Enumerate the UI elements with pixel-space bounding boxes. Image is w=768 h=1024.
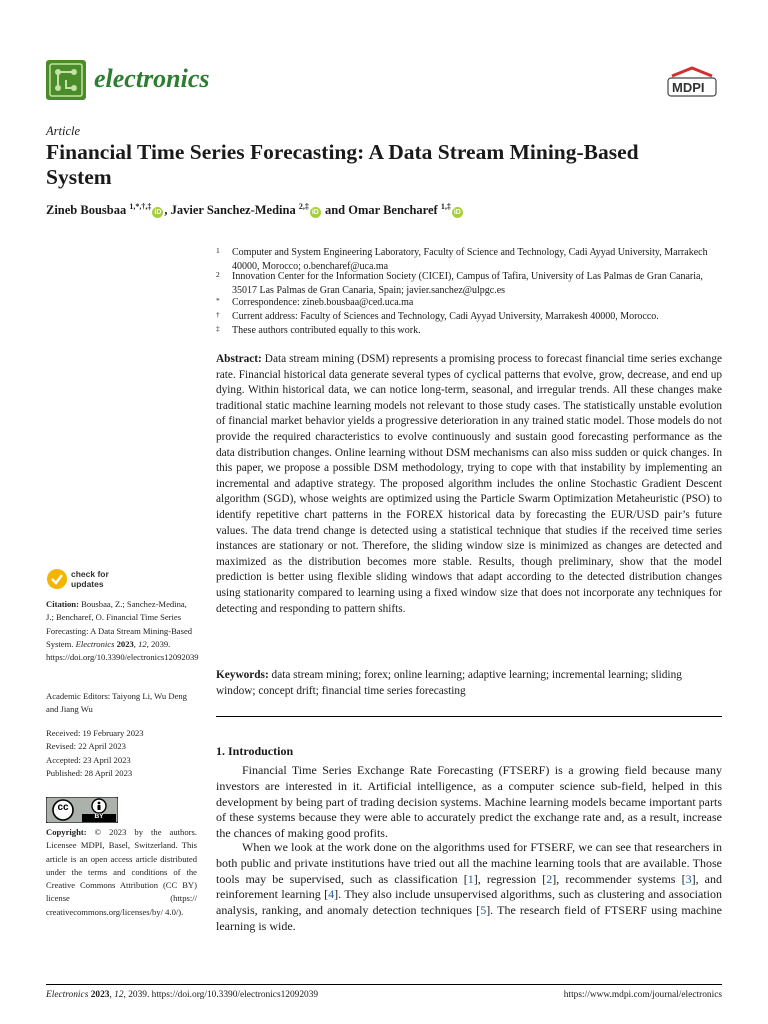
paragraph-text: When we look at the work done on the algorithms used for FTSERF, we can see that researchers in both public and private institutions have tried out all the machine learning tools that are available. Those tools may be supervised, such as classification [ [216, 840, 722, 886]
paragraph-text: ], and reinforement learning [ [216, 871, 723, 902]
journal-name: electronics [94, 64, 210, 93]
footer-divider [46, 984, 722, 985]
keywords-text: data stream mining; forex; online learning; adaptive learning; incremental learning; sliding window; concept drift; financial time series forecasting [216, 669, 682, 697]
footer-doi-link[interactable]: , 2039. https://doi.org/10.3390/electronics12092039 [123, 990, 319, 1000]
intro-paragraph: Financial Time Series Exchange Rate Forecasting (FTSERF) is a growing field because many investors are interested in it. Artificial intelligence, as a computer science sub-field, helped in this development by being part of trading decision systems. Machine learning models became important parts of these systems because they were able to accurately predict the exchange rate and, as a result, increase the chances of making good profits. [216, 763, 722, 841]
citation-link[interactable]: 5 [480, 903, 487, 918]
mdpi-logo-text: MDPI [672, 80, 705, 95]
section-divider [216, 716, 722, 717]
affiliation-mark: 1 [216, 246, 220, 255]
publication-dates [46, 727, 196, 780]
author-list [46, 202, 464, 218]
date-revised: Revised: 22 April 2023 [46, 741, 126, 752]
date-published: Published: 28 April 2023 [46, 767, 133, 778]
date-received: Received: 19 February 2023 [46, 728, 144, 738]
cc-text: cc [57, 802, 69, 813]
citation-journal: Electronics [75, 638, 115, 649]
abstract-label: Abstract: [216, 353, 262, 365]
citation-link[interactable]: 3 [685, 871, 692, 886]
footer-journal: Electronics [46, 990, 89, 1000]
journal-logo-icon [46, 60, 86, 100]
paragraph-text: ], regression [ [473, 871, 547, 886]
footer-year: 2023 [90, 990, 110, 1000]
check-updates-label: check for [71, 569, 109, 579]
paper-title: Financial Time Series Forecasting: A Data Stream Mining-Based System [46, 140, 639, 189]
citation-link[interactable]: 2 [546, 871, 553, 886]
affiliation-text: Computer and System Engineering Laboratory, Faculty of Science and Technology, Cadi Ayyad University, Marrakech 40000, Morocco; o.bencharef@uca.ma [232, 247, 708, 272]
citation-link[interactable]: 4 [328, 887, 335, 902]
affiliation-mark: 2 [216, 270, 220, 279]
author-affiliation-marks: 2,‡ [298, 202, 309, 211]
affiliation-text: Current address: Faculty of Sciences and Technology, Cadi Ayyad University, Marrakesh 40000, Morocco. [232, 311, 659, 322]
author-name: Omar Bencharef [348, 203, 438, 218]
citation-year: 2023 [116, 638, 134, 649]
keywords [216, 668, 722, 699]
citation-link[interactable]: 1 [467, 871, 474, 886]
footer-citation: Electronics 2023, 12, 2039. https://doi.org/10.3390/electronics12092039 [46, 990, 319, 1000]
copyright-block [46, 826, 197, 919]
author-affiliation-marks: 1,‡ [440, 202, 451, 211]
mdpi-logo [664, 66, 720, 100]
date-accepted: Accepted: 23 April 2023 [46, 754, 131, 765]
affiliation-mark: * [216, 296, 220, 305]
citation-block: Citation: Bousbaa, Z.; Sanchez-Medina, J.; Bencharef, O. Financial Time Series Forecasting: A Data Stream Mining-Based System. Electronics 2023, 12, 2039. https://doi.org/10.3390/electronics12092039 [46, 599, 199, 663]
footer-volume: 12 [114, 990, 124, 1000]
cc-by-license-badge[interactable] [46, 797, 118, 823]
author-separator: , [164, 203, 171, 218]
abstract-text: Data stream mining (DSM) represents a promising process to forecast financial time series exchange rate. Financial historical data generate several types of cyclical patterns that evolve, grow, decrease, and end up dying. Within historical data, we can notice long-term, seasonal, and irregular trends. All these changes make traditional static machine learning models not relevant to those study cases. The statistically unstable evolution of financial market behavior yields a progressive deterioration in any trained static model. Those models do not provide the required characteristics to evolve continuously and sustain good forecasting performance as the data distribution changes. Online learning without DSM mechanisms can also miss sudden or quick changes. In this paper, we propose a possible DSM methodology, trying to cope with that instability by implementing an incremental and adaptive strategy. The proposed algorithm includes the online Stochastic Gradient Descent algorithm (SGD), whose weights are optimized using the Particle Swarm Optimization Metaheuristic (PSO) to identify repetitive chart patterns in the FOREX historical data by forecasting the EUR/USD pair’s future values. The data trend change is detected using a statistical technique that studies if the received time series instances are stationary or not. Therefore, the sliding window size is minimized as changes are detected and maximized as the distribution becomes more stable. Results, though preliminary, show that the model prediction is better using flexible sliding windows that adapt according to the detected distribution changes using stationarity compared to learning using a fixed window size that does not incorporate any techniques for detecting and responding to pattern shifts. [216, 353, 722, 615]
author-affiliation-marks: 1,*,†,‡ [129, 202, 152, 211]
affiliation-text: Innovation Center for the Information Society (CICEI), Campus of Tafira, University of Las Palmas de Gran Canaria, 35017 Las Palmas de Gran Canaria, Spain; javier.sanchez@ulpgc.es [232, 271, 703, 296]
orcid-icon[interactable]: iD [154, 209, 162, 217]
author-separator: and [321, 203, 349, 218]
footer-journal-url[interactable]: https://www.mdpi.com/journal/electronics [563, 990, 722, 1000]
affiliation-text: These authors contributed equally to this work. [232, 325, 421, 336]
orcid-icon[interactable]: iD [453, 209, 461, 217]
article-type: Article [46, 124, 81, 138]
section-heading: 1. Introduction [216, 744, 294, 758]
affiliation-mark: † [216, 310, 220, 319]
citation-text: Bousbaa, Z.; Sanchez-Medina, J.; Bencharef, O. Financial Time Series Forecasting: A Data Stream Mining-Based System. [46, 599, 193, 649]
citation-volume: 12 [138, 638, 147, 649]
author-name: Javier Sanchez-Medina [170, 203, 296, 218]
abstract [216, 352, 722, 617]
orcid-icon[interactable]: iD [311, 209, 319, 217]
citation-doi[interactable]: , 2039. https://doi.org/10.3390/electronics12092039 [46, 638, 199, 663]
academic-editors: Academic Editors: Taiyong Li, Wu Deng and Jiang Wu [46, 691, 187, 715]
author-name: Zineb Bousbaa [46, 203, 127, 218]
keywords-label: Keywords: [216, 669, 269, 681]
check-updates-icon [46, 568, 68, 590]
affiliation-text: Correspondence: zineb.bousbaa@ced.uca.ma [232, 297, 414, 308]
check-for-updates-button[interactable] [46, 568, 126, 592]
intro-paragraph [216, 840, 722, 935]
copyright-label: Copyright: [46, 827, 87, 837]
by-text: BY [94, 813, 104, 820]
citation-label: Citation: [46, 599, 79, 609]
paragraph-text: ], recommender systems [ [552, 871, 686, 886]
paragraph-text: ]. They also include unsupervised algorithms, such as clustering and association analysis, ranking, and anomaly detection techniques [ [216, 887, 722, 918]
paragraph-text: ]. The research field of FTSERF using machine learning is wide. [216, 903, 722, 933]
check-updates-label: updates [71, 579, 104, 589]
copyright-text: © 2023 by the authors. Licensee MDPI, Basel, Switzerland. This article is an open access article distributed under the terms and conditions of the Creative Commons Attribution (CC BY) license (https:// creativecommons.org/licenses/by/ 4.0/). [46, 827, 197, 917]
affiliation-mark: ‡ [216, 324, 220, 333]
